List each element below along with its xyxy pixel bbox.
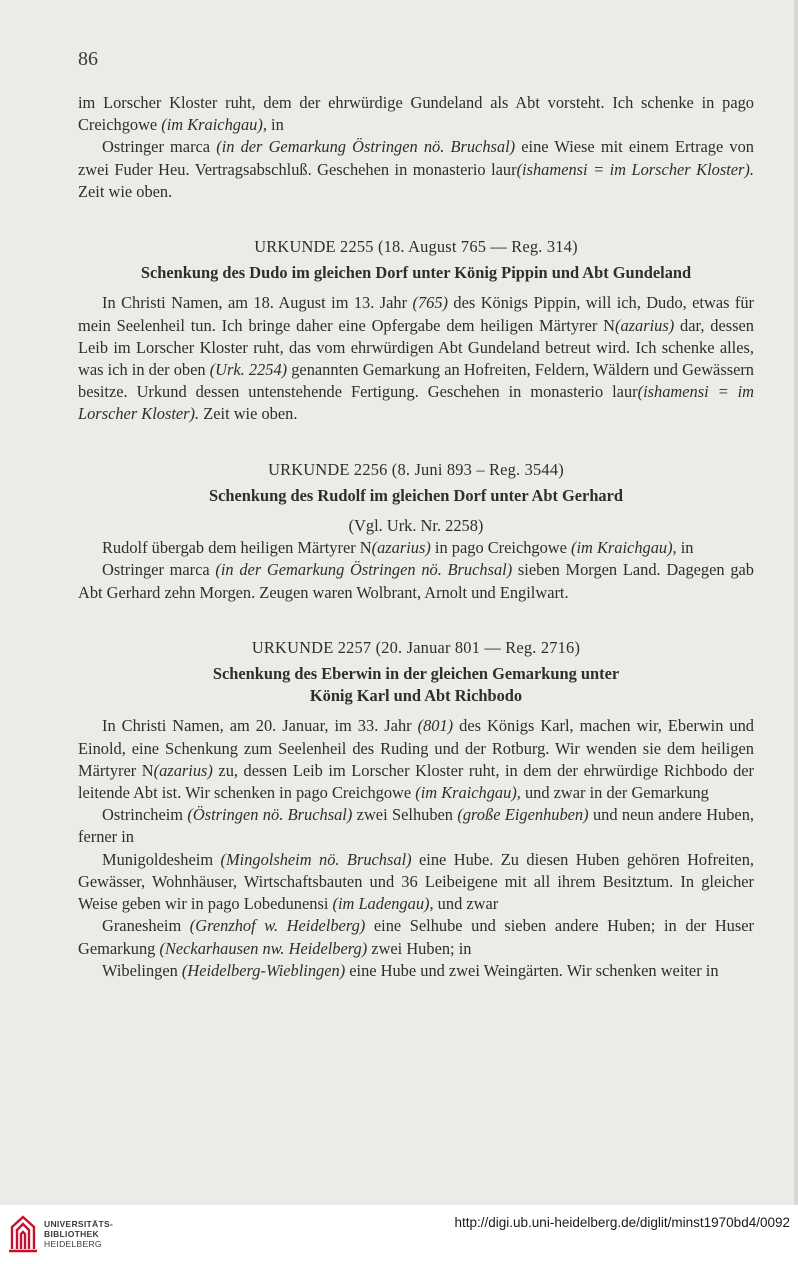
document-body	[78, 92, 754, 982]
charter-2257-paragraph-2: Ostrincheim (Östringen nö. Bruchsal) zwei Selhuben (große Eigenhuben) und neun andere Huben, ferner in	[78, 805, 755, 847]
source-url[interactable]: http://digi.ub.uni-heidelberg.de/diglit/minst1970bd4/0092	[454, 1215, 790, 1230]
charter-2256-note: (Vgl. Urk. Nr. 2258)	[348, 516, 484, 536]
charter-2257-paragraph-1: In Christi Namen, am 20. Januar, im 33. Jahr (801) des Königs Karl, machen wir, Eberwin und Einold, eine Schenkung zum Seelenheil des Ruding und der Rotburg. Wir wenden sie dem heiligen Märtyrer N(azarius) zu, dessen Leib im Lorscher Kloster ruht, in dem der ehrwürdige Richbodo der leitende Abt ist. Wir schenken in pago Creichgowe (im Kraichgau), und zwar in der Gemarkung	[78, 716, 754, 803]
footer-bar	[0, 1205, 798, 1264]
charter-2255-heading: URKUNDE 2255 (18. August 765 — Reg. 314)	[254, 237, 578, 257]
charter-2256-paragraph-1: Rudolf übergab dem heiligen Märtyrer N(azarius) in pago Creichgowe (im Kraichgau), in	[102, 538, 694, 558]
charter-2256-heading: URKUNDE 2256 (8. Juni 893 – Reg. 3544)	[268, 459, 564, 479]
charter-2257-paragraph-4: Granesheim (Grenzhof w. Heidelberg) eine Selhube und sieben andere Huben; in der Huser Gemarkung (Neckarhausen nw. Heidelberg) zwei Huben; in	[78, 916, 754, 958]
charter-2256-paragraph-2: Ostringer marca (in der Gemarkung Östringen nö. Bruchsal) sieben Morgen Land. Dagegen gab Abt Gerhard zehn Morgen. Zeugen waren Wolbrant, Arnolt und Engilwart.	[78, 560, 754, 602]
page-number: 86	[78, 48, 98, 70]
charter-2256-title: Schenkung des Rudolf im gleichen Dorf unter Abt Gerhard	[208, 485, 624, 505]
intro-paragraph-2: Ostringer marca (in der Gemarkung Östringen nö. Bruchsal) eine Wiese mit einem Ertrage von zwei Fuder Heu. Vertragsabschluß. Geschehen in monasterio laur(ishamensi = im Lorscher Kloster). Zeit wie oben.	[78, 137, 755, 201]
page-edge	[794, 0, 798, 1205]
charter-2257-title-line-2: König Karl und Abt Richbodo	[309, 686, 523, 706]
charter-2257-title-line-1: Schenkung des Eberwin in der gleichen Gemarkung unter	[212, 664, 620, 684]
library-logo-icon	[8, 1213, 38, 1253]
charter-2257-paragraph-3: Munigoldesheim (Mingolsheim nö. Bruchsal) eine Hube. Zu diesen Huben gehören Hofreiten, Gewässer, Wohnhäuser, Wirtschaftsbauten und 36 Leibeigene mit all ihrem Besitztum. In gleicher Weise geben wir in pago Lobedunensi (im Ladengau), und zwar	[78, 849, 754, 914]
intro-paragraph-1: im Lorscher Kloster ruht, dem der ehrwürdige Gundeland als Abt vorsteht. Ich schenke in pago Creichgowe (im Kraichgau), in	[78, 93, 754, 135]
library-logo-text: UNIVERSITÄTS- BIBLIOTHEK HEIDELBERG	[44, 1219, 114, 1249]
charter-2257-paragraph-5: Wibelingen (Heidelberg-Wieblingen) eine Hube und zwei Weingärten. Wir schenken weiter in	[102, 960, 719, 980]
charter-2255-title: Schenkung des Dudo im gleichen Dorf unter König Pippin und Abt Gundeland	[140, 263, 692, 283]
charter-2257-heading: URKUNDE 2257 (20. Januar 801 — Reg. 2716)	[251, 637, 581, 657]
charter-2255-paragraph: In Christi Namen, am 18. August im 13. Jahr (765) des Königs Pippin, will ich, Dudo, etwas für mein Seelenheil tun. Ich bringe daher eine Opfergabe dem heiligen Märtyrer N(azarius) dar, dessen Leib im Lorscher Kloster ruht, das vom ehrwürdigen Abt Gundeland betreut wird. Ich schenke alles, was ich in der oben (Urk. 2254) genannten Gemarkung an Hofreiten, Feldern, Wäldern und Gewässern besitze. Urkund dessen untenstehende Fertigung. Geschehen in monasterio laur(ishamensi = im Lorscher Kloster). Zeit wie oben.	[78, 293, 755, 424]
